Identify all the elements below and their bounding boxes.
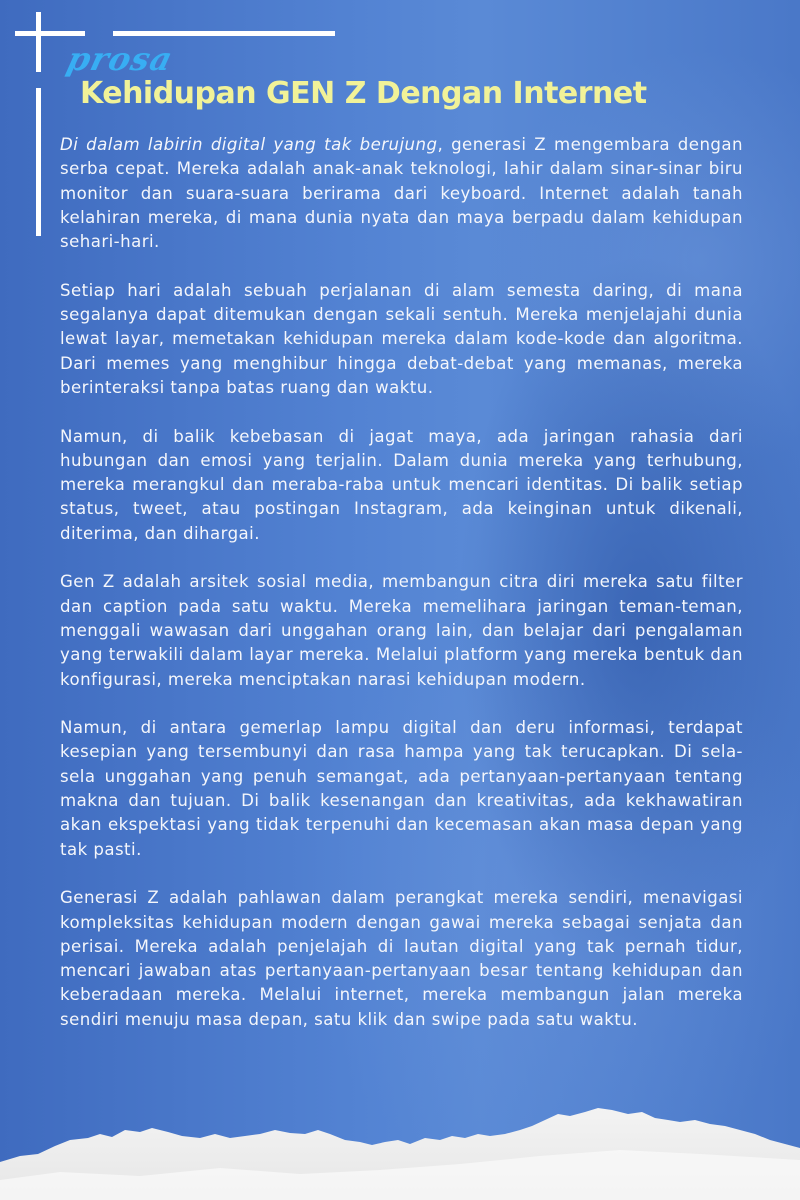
paragraph-3: Namun, di balik kebebasan di jagat maya, ada jaringan rahasia dari hubungan dan emosi yang terjalin. Dalam dunia mereka yang terhubung, mereka merangkul dan meraba-raba untuk mencari identitas. Di balik setiap status, tweet, atau postingan Instagram, ada keinginan untuk dikenali, diterima, dan dihargai. bbox=[60, 426, 743, 543]
paragraph-6: Generasi Z adalah pahlawan dalam perangkat mereka sendiri, menavigasi kompleksitas kehidupan modern dengan gawai mereka sebagai senjata dan perisai. Mereka adalah penjelajah di lautan digital yang tak pernah tidur, mencari jawaban atas pertanyaan-pertanyaan besar tentang kehidupan dan keberadaan mereka. Melalui internet, mereka membangun jalan mereka sendiri menuju masa depan, satu klik dan swipe pada satu waktu. bbox=[60, 888, 743, 1029]
page-title: Kehidupan GEN Z Dengan Internet bbox=[80, 76, 647, 111]
paragraph-2: Setiap hari adalah sebuah perjalanan di alam semesta daring, di mana segalanya dapat ditemukan dengan sekali sentuh. Mereka menjelajahi dunia lewat layar, memetakan kehidupan mereka dalam kode-kode dan algoritma. Dari memes yang menghibur hingga debat-debat yang memanas, mereka berinteraksi tanpa batas ruang dan waktu. bbox=[60, 280, 743, 397]
paragraph-1: Di dalam labirin digital yang tak berujung, generasi Z mengembara dengan serba cepat. Mereka adalah anak-anak teknologi, lahir dalam sinar-sinar biru monitor dan suara-suara berirama dari keyboard. Internet adalah tanah kelahiran mereka, di mana dunia nyata dan maya berpadu dalam kehidupan sehari-hari. bbox=[60, 135, 743, 252]
kicker-label: prosa bbox=[63, 40, 178, 78]
torn-paper-edge bbox=[0, 1090, 800, 1200]
italic-lead: Di dalam labirin digital yang tak berujung bbox=[60, 135, 438, 154]
horizontal-line-left bbox=[15, 31, 85, 36]
horizontal-line-right bbox=[113, 31, 335, 36]
paragraph-5: Namun, di antara gemerlap lampu digital dan deru informasi, terdapat kesepian yang tersembunyi dan rasa hampa yang tak terucapkan. Di sela-sela unggahan yang penuh semangat, ada pertanyaan-pertanyaan tentang makna dan tujuan. Di balik kesenangan dan kreativitas, ada kekhawatiran akan ekspektasi yang tidak terpenuhi dan kecemasan akan masa depan yang tak pasti. bbox=[60, 718, 743, 859]
paragraph-4: Gen Z adalah arsitek sosial media, membangun citra diri mereka satu filter dan caption pada satu waktu. Mereka memelihara jaringan teman-teman, menggali wawasan dari unggahan orang lain, dan belajar dari pengalaman yang terwakili dalam layar mereka. Melalui platform yang mereka bentuk dan konfigurasi, mereka menciptakan narasi kehidupan modern. bbox=[60, 572, 743, 689]
prose-body bbox=[60, 133, 743, 1056]
vertical-line-bottom bbox=[36, 88, 41, 236]
vertical-line-top bbox=[36, 12, 41, 72]
